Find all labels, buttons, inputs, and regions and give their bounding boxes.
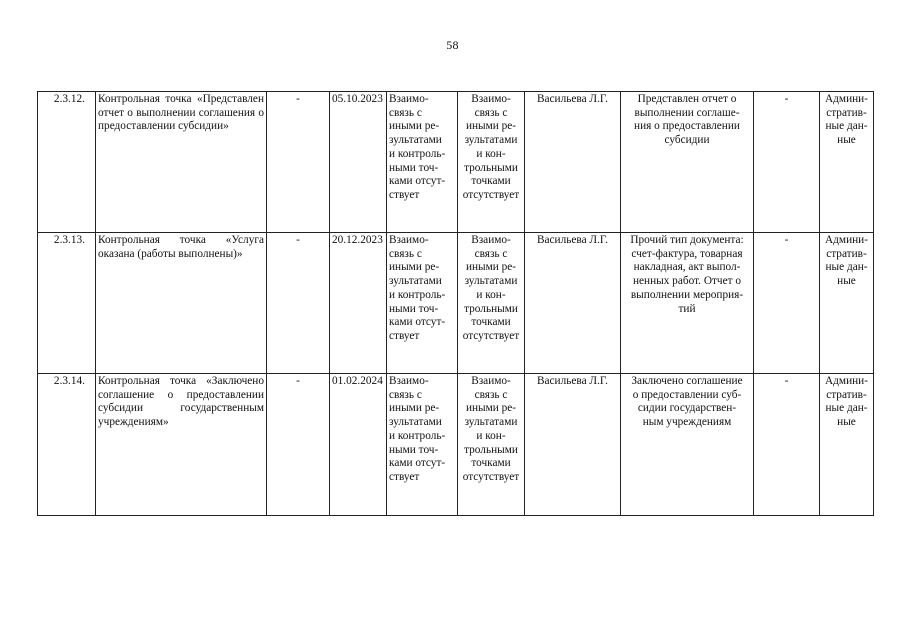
- empty-value-dash: -: [754, 92, 820, 233]
- deadline-date: 01.02.2024: [330, 374, 387, 516]
- empty-value-dash: -: [267, 374, 330, 516]
- empty-value-dash: -: [267, 92, 330, 233]
- source-text: Админи- стратив- ные дан- ные: [825, 375, 868, 429]
- relation-cell: [458, 233, 525, 374]
- table-row: [38, 92, 874, 233]
- relation-cell: [387, 374, 458, 516]
- empty-value-dash: -: [754, 233, 820, 374]
- control-point-name: Контрольная точка «Представлен отчет о выполнении соглашения о предоставлении субсидии»: [96, 92, 267, 233]
- source-text: Админи- стратив- ные дан- ные: [825, 234, 868, 288]
- responsible-person: Васильева Л.Г.: [525, 233, 621, 374]
- relation-text: Взаимо- связь с иными ре- зультатами и кон- трольными точками отсутствует: [462, 93, 520, 201]
- document-cell: [621, 374, 754, 516]
- document-cell: [621, 233, 754, 374]
- responsible-person: Васильева Л.Г.: [525, 92, 621, 233]
- relation-text: Взаимо- связь с иными ре- зультатами и контроль- ными точ- ками отсут- ствует: [389, 234, 446, 342]
- control-point-name: Контрольная точка «Услуга оказана (работы выполнены)»: [96, 233, 267, 374]
- responsible-person: Васильева Л.Г.: [525, 374, 621, 516]
- document-text: Представлен отчет о выполнении соглаше- ния о предоставлении субсидии: [634, 93, 740, 147]
- control-point-name: Контрольная точка «Заключено соглашение о предоставлении субсидии государственным учреждениям»: [96, 374, 267, 516]
- relation-cell: [387, 92, 458, 233]
- page-number: 58: [446, 38, 459, 52]
- source-cell: [820, 233, 874, 374]
- relation-cell: [387, 233, 458, 374]
- source-cell: [820, 374, 874, 516]
- deadline-date: 05.10.2023: [330, 92, 387, 233]
- relation-text: Взаимо- связь с иными ре- зультатами и контроль- ными точ- ками отсут- ствует: [389, 375, 446, 483]
- relation-cell: [458, 92, 525, 233]
- relation-text: Взаимо- связь с иными ре- зультатами и контроль- ными точ- ками отсут- ствует: [389, 93, 446, 201]
- document-cell: [621, 92, 754, 233]
- relation-text: Взаимо- связь с иными ре- зультатами и кон- трольными точками отсутствует: [462, 375, 520, 483]
- document-text: Прочий тип документа: счет-фактура, товарная накладная, акт выпол- ненных работ. Отчет о выполнении мероприя- тий: [630, 234, 744, 315]
- row-number: 2.3.13.: [38, 233, 96, 374]
- empty-value-dash: -: [754, 374, 820, 516]
- relation-cell: [458, 374, 525, 516]
- table-row: [38, 374, 874, 516]
- document-text: Заключено соглашение о предоставлении суб- сидии государствен- ным учреждениям: [631, 375, 743, 429]
- deadline-date: 20.12.2023: [330, 233, 387, 374]
- row-number: 2.3.12.: [38, 92, 96, 233]
- row-number: 2.3.14.: [38, 374, 96, 516]
- source-cell: [820, 92, 874, 233]
- relation-text: Взаимо- связь с иными ре- зультатами и кон- трольными точками отсутствует: [462, 234, 520, 342]
- control-points-table: [37, 91, 874, 516]
- source-text: Админи- стратив- ные дан- ные: [825, 93, 868, 147]
- empty-value-dash: -: [267, 233, 330, 374]
- table-row: [38, 233, 874, 374]
